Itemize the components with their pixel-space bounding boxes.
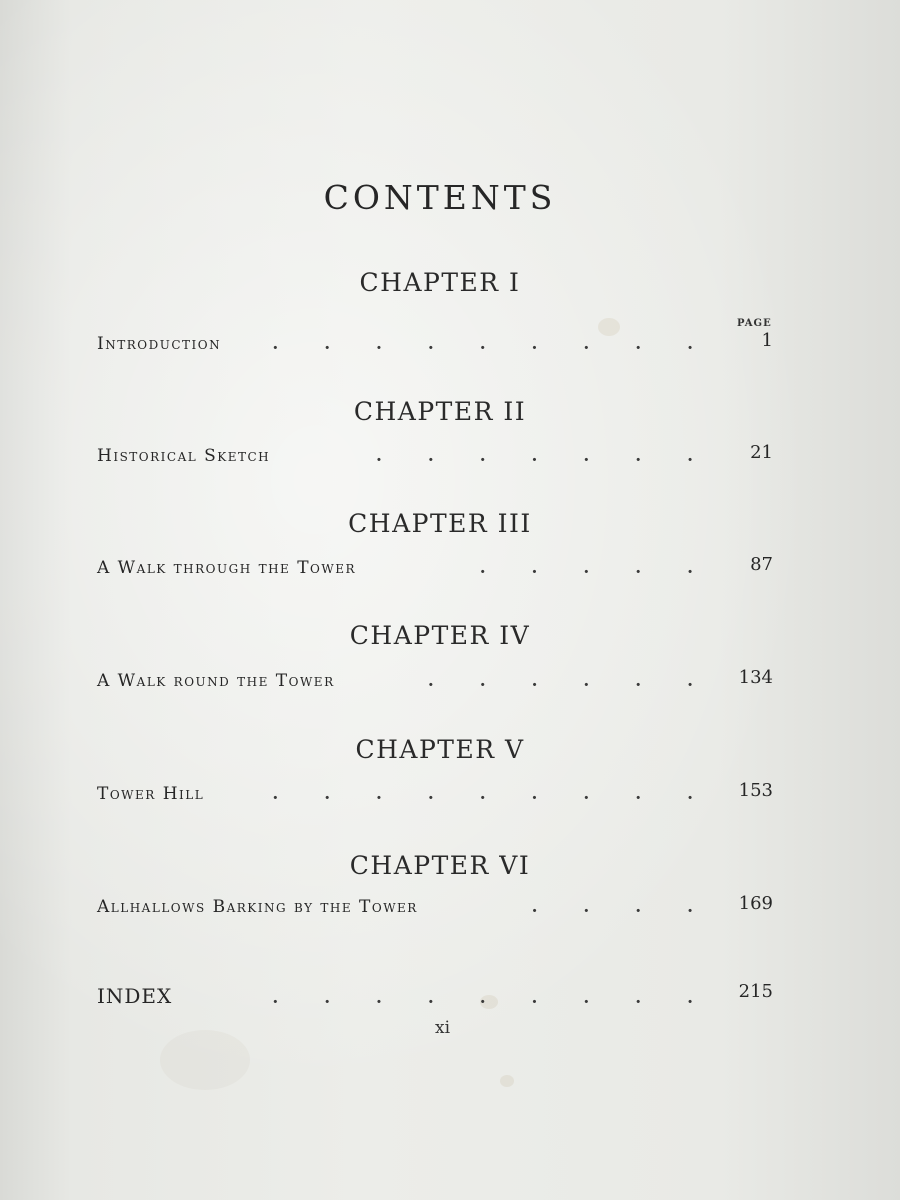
chapter-heading: CHAPTER IV bbox=[349, 621, 531, 650]
chapter-heading: CHAPTER V bbox=[355, 735, 525, 764]
dot-leader: . . . . . . bbox=[427, 671, 713, 691]
page-column-label: PAGE bbox=[737, 318, 772, 329]
toc-entry-page: 21 bbox=[750, 442, 773, 463]
toc-entry-title: Introduction bbox=[97, 334, 222, 354]
toc-entry-title: Historical Sketch bbox=[97, 446, 271, 466]
dot-leader: . . . . . . . . . bbox=[272, 784, 713, 804]
toc-entry-title: A Walk round the Tower bbox=[97, 671, 335, 691]
toc-entry-page: 169 bbox=[738, 893, 773, 914]
index-title: INDEX bbox=[97, 984, 173, 1008]
toc-entry[interactable] bbox=[97, 889, 773, 917]
chapter-heading: CHAPTER VI bbox=[349, 851, 531, 880]
toc-entry[interactable] bbox=[97, 326, 773, 354]
contents-title: CONTENTS bbox=[323, 178, 557, 217]
toc-entry[interactable] bbox=[97, 438, 773, 466]
toc-entry[interactable] bbox=[97, 550, 773, 578]
chapter-heading: CHAPTER II bbox=[353, 397, 527, 426]
toc-entry[interactable] bbox=[97, 776, 773, 804]
dot-leader: . . . . . . . bbox=[376, 446, 713, 466]
paper-stain bbox=[160, 1030, 250, 1090]
toc-entry-title: Tower Hill bbox=[97, 784, 205, 804]
toc-entry-page: 87 bbox=[750, 554, 773, 575]
toc-entry-title: A Walk through the Tower bbox=[97, 558, 357, 578]
toc-entry-title: Allhallows Barking by the Tower bbox=[97, 897, 418, 917]
toc-entry-page: 153 bbox=[738, 780, 773, 801]
chapter-heading: CHAPTER I bbox=[359, 268, 521, 297]
toc-entry[interactable] bbox=[97, 663, 773, 691]
dot-leader: . . . . . bbox=[479, 558, 713, 578]
page-folio: xi bbox=[434, 1018, 451, 1038]
dot-leader: . . . . bbox=[531, 897, 713, 917]
dot-leader: . . . . . . . . . bbox=[272, 988, 713, 1008]
toc-entry-page: 1 bbox=[761, 330, 773, 351]
toc-entry-index[interactable] bbox=[97, 980, 773, 1008]
index-page: 215 bbox=[738, 981, 773, 1002]
dot-leader: . . . . . . . . . bbox=[272, 334, 713, 354]
chapter-heading: CHAPTER III bbox=[348, 509, 532, 538]
toc-entry-page: 134 bbox=[738, 667, 773, 688]
paper-stain bbox=[500, 1075, 514, 1087]
